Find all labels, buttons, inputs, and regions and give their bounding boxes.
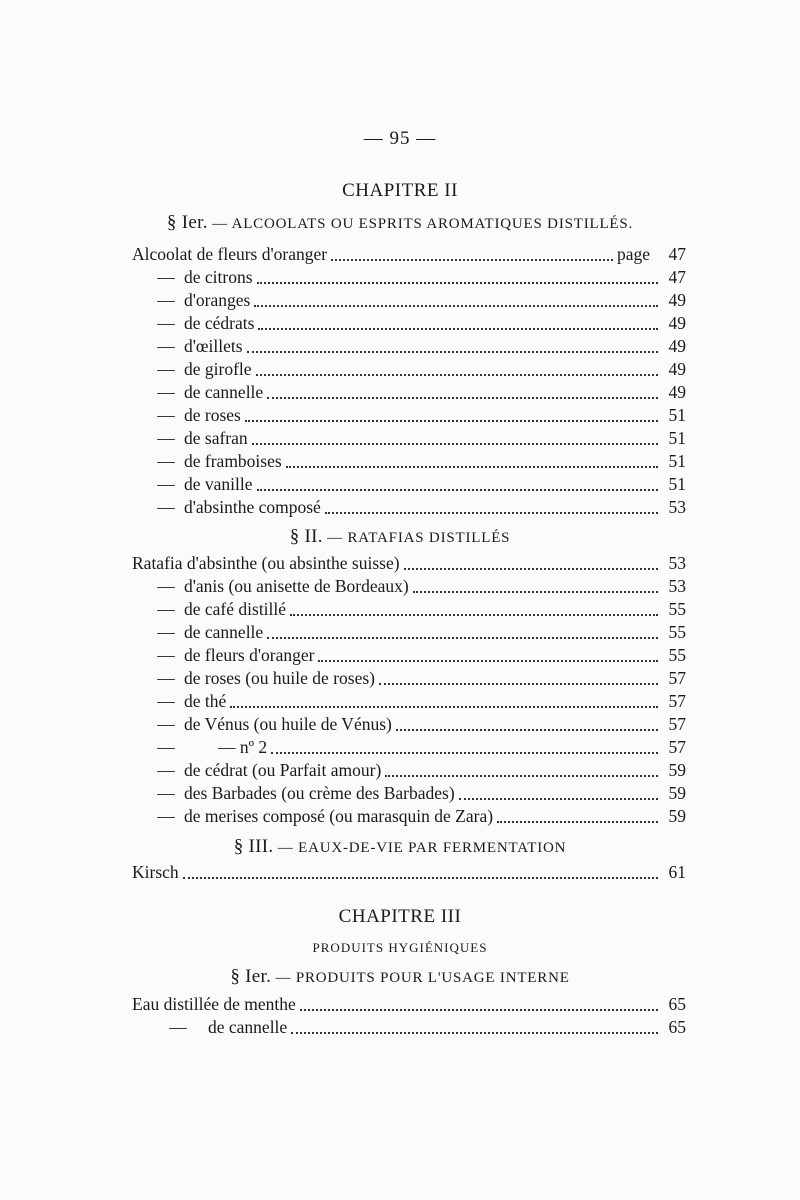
entry-dash: — bbox=[157, 336, 175, 356]
entry-label: de cédrats bbox=[184, 313, 255, 333]
entry-page: 59 bbox=[668, 806, 686, 826]
toc-entry bbox=[160, 1017, 686, 1039]
toc-entry bbox=[148, 668, 686, 690]
entry-label: d'anis (ou anisette de Bordeaux) bbox=[184, 576, 409, 596]
toc-entry bbox=[132, 553, 686, 575]
chapter-subtitle: PRODUITS HYGIÉNIQUES bbox=[312, 940, 488, 955]
entry-page: 55 bbox=[668, 622, 686, 642]
toc-entry bbox=[148, 599, 686, 621]
toc-entry bbox=[148, 382, 686, 404]
section-heading bbox=[0, 212, 800, 234]
dot-leader bbox=[413, 591, 658, 593]
section-label: § II. bbox=[289, 526, 323, 547]
dot-leader bbox=[230, 706, 658, 708]
entry-dash: — bbox=[157, 428, 175, 448]
dot-leader bbox=[300, 1009, 658, 1011]
entry-page: 57 bbox=[668, 714, 686, 734]
entry-page: 51 bbox=[668, 428, 686, 448]
entry-dash: — bbox=[157, 760, 175, 780]
section-title: — PRODUITS POUR L'USAGE INTERNE bbox=[275, 970, 570, 986]
toc-entry bbox=[148, 691, 686, 713]
entry-page: 51 bbox=[668, 405, 686, 425]
entry-dash: — bbox=[157, 405, 175, 425]
toc-entry bbox=[148, 783, 686, 805]
dot-leader bbox=[396, 729, 658, 731]
section-title: — EAUX-DE-VIE PAR FERMENTATION bbox=[277, 840, 567, 856]
entry-page: 49 bbox=[668, 359, 686, 379]
entry-page: 51 bbox=[668, 451, 686, 471]
entry-page: 59 bbox=[668, 783, 686, 803]
entry-label: de safran bbox=[184, 428, 248, 448]
entry-label: de framboises bbox=[184, 451, 282, 471]
dot-leader bbox=[290, 614, 658, 616]
entry-page: 53 bbox=[668, 553, 686, 573]
entry-page: 59 bbox=[668, 760, 686, 780]
dot-leader bbox=[404, 568, 658, 570]
entry-label: de cédrat (ou Parfait amour) bbox=[184, 760, 382, 780]
toc-entry bbox=[132, 994, 686, 1016]
toc-entry bbox=[148, 714, 686, 736]
entry-label: Kirsch bbox=[132, 862, 179, 882]
entry-dash: — bbox=[157, 599, 175, 619]
dot-leader bbox=[286, 466, 658, 468]
entry-page: 53 bbox=[668, 497, 686, 517]
entry-dash: — bbox=[157, 806, 175, 826]
toc-entry bbox=[148, 267, 686, 289]
entry-dash: — bbox=[157, 359, 175, 379]
entry-label: de roses bbox=[184, 405, 241, 425]
entry-dash: — bbox=[157, 645, 175, 665]
entry-label: d'absinthe composé bbox=[184, 497, 321, 517]
entry-label: de cannelle bbox=[184, 622, 264, 642]
dot-leader bbox=[256, 374, 658, 376]
entry-page: 49 bbox=[668, 382, 686, 402]
chapter-title: CHAPITRE III bbox=[338, 906, 462, 927]
entry-label: de girofle bbox=[184, 359, 252, 379]
chapter-title: CHAPITRE II bbox=[342, 180, 458, 201]
dot-leader bbox=[254, 305, 658, 307]
entry-dash: — bbox=[157, 474, 175, 494]
entry-page: 61 bbox=[668, 862, 686, 882]
section-label: § Ier. bbox=[166, 212, 208, 233]
entry-label: de merises composé (ou marasquin de Zara) bbox=[184, 806, 494, 826]
page-number: — 95 — bbox=[363, 128, 437, 149]
toc-entry bbox=[148, 737, 686, 759]
entry-dash: — bbox=[157, 714, 175, 734]
entry-page: 47 bbox=[668, 244, 686, 264]
dot-leader bbox=[258, 328, 658, 330]
entry-label: Eau distillée de menthe bbox=[132, 994, 296, 1014]
entry-page: 57 bbox=[668, 691, 686, 711]
toc-entry bbox=[132, 862, 686, 884]
dot-leader bbox=[385, 775, 658, 777]
dot-leader bbox=[325, 512, 658, 514]
dot-leader bbox=[379, 683, 658, 685]
section-title: — RATAFIAS DISTILLÉS bbox=[327, 530, 511, 546]
entry-page: 57 bbox=[668, 668, 686, 688]
entry-dash: — bbox=[157, 783, 175, 803]
dot-leader bbox=[497, 821, 658, 823]
entry-label: — nº 2 bbox=[218, 737, 268, 757]
toc-entry bbox=[148, 336, 686, 358]
toc-entry bbox=[148, 313, 686, 335]
dot-leader bbox=[271, 752, 658, 754]
entry-label: de fleurs d'oranger bbox=[184, 645, 315, 665]
toc-entry bbox=[148, 622, 686, 644]
dot-leader bbox=[257, 282, 658, 284]
toc-entry bbox=[148, 405, 686, 427]
dot-leader bbox=[252, 443, 658, 445]
entry-page: 49 bbox=[668, 336, 686, 356]
entry-label: de cannelle bbox=[184, 382, 264, 402]
entry-label: de roses (ou huile de roses) bbox=[184, 668, 375, 688]
entry-page: 53 bbox=[668, 576, 686, 596]
entry-dash: — bbox=[157, 622, 175, 642]
toc-entry bbox=[148, 359, 686, 381]
dot-leader bbox=[267, 397, 658, 399]
dot-leader bbox=[291, 1032, 658, 1034]
entry-dash: — bbox=[157, 737, 175, 757]
toc-entry bbox=[148, 497, 686, 519]
entry-dash: — bbox=[157, 451, 175, 471]
entry-dash: — bbox=[157, 290, 175, 310]
section-heading bbox=[0, 966, 800, 988]
section-heading bbox=[0, 836, 800, 858]
toc-entry bbox=[148, 428, 686, 450]
toc-entry bbox=[148, 290, 686, 312]
dot-leader bbox=[318, 660, 658, 662]
dot-leader bbox=[247, 351, 658, 353]
entry-label: de citrons bbox=[184, 267, 253, 287]
toc-entry bbox=[132, 244, 686, 266]
entry-label: de thé bbox=[184, 691, 227, 711]
page-word: page bbox=[616, 244, 650, 264]
entry-dash: — bbox=[157, 497, 175, 517]
entry-label: de café distillé bbox=[184, 599, 287, 619]
entry-dash: — bbox=[157, 382, 175, 402]
toc-entry bbox=[148, 806, 686, 828]
entry-page: 49 bbox=[668, 313, 686, 333]
entry-dash: — bbox=[169, 1017, 187, 1037]
entry-label: Ratafia d'absinthe (ou absinthe suisse) bbox=[132, 553, 400, 573]
entry-dash: — bbox=[157, 576, 175, 596]
dot-leader bbox=[459, 798, 658, 800]
entry-dash: — bbox=[157, 691, 175, 711]
section-title: — ALCOOLATS OU ESPRITS AROMATIQUES DISTILLÉS. bbox=[212, 216, 634, 232]
entry-label: de cannelle bbox=[208, 1017, 288, 1037]
entry-page: 65 bbox=[668, 1017, 686, 1037]
toc-entry bbox=[148, 474, 686, 496]
section-label: § III. bbox=[233, 836, 274, 857]
section-label: § Ier. bbox=[230, 966, 272, 987]
entry-dash: — bbox=[157, 313, 175, 333]
dot-leader bbox=[245, 420, 658, 422]
dot-leader bbox=[331, 259, 613, 261]
entry-page: 55 bbox=[668, 599, 686, 619]
entry-label: Alcoolat de fleurs d'oranger bbox=[132, 244, 328, 264]
entry-label: d'œillets bbox=[184, 336, 243, 356]
entry-label: des Barbades (ou crème des Barbades) bbox=[184, 783, 455, 803]
toc-entry bbox=[148, 645, 686, 667]
entry-dash: — bbox=[157, 668, 175, 688]
entry-page: 55 bbox=[668, 645, 686, 665]
toc-entry bbox=[148, 760, 686, 782]
entry-page: 57 bbox=[668, 737, 686, 757]
entry-page: 47 bbox=[668, 267, 686, 287]
entry-dash: — bbox=[157, 267, 175, 287]
entry-label: d'oranges bbox=[184, 290, 251, 310]
entry-label: de vanille bbox=[184, 474, 253, 494]
toc-entry bbox=[148, 576, 686, 598]
dot-leader bbox=[257, 489, 658, 491]
entry-page: 65 bbox=[668, 994, 686, 1014]
entry-page: 51 bbox=[668, 474, 686, 494]
dot-leader bbox=[267, 637, 658, 639]
entry-page: 49 bbox=[668, 290, 686, 310]
dot-leader bbox=[183, 877, 658, 879]
toc-entry bbox=[148, 451, 686, 473]
section-heading bbox=[0, 526, 800, 548]
entry-label: de Vénus (ou huile de Vénus) bbox=[184, 714, 392, 734]
